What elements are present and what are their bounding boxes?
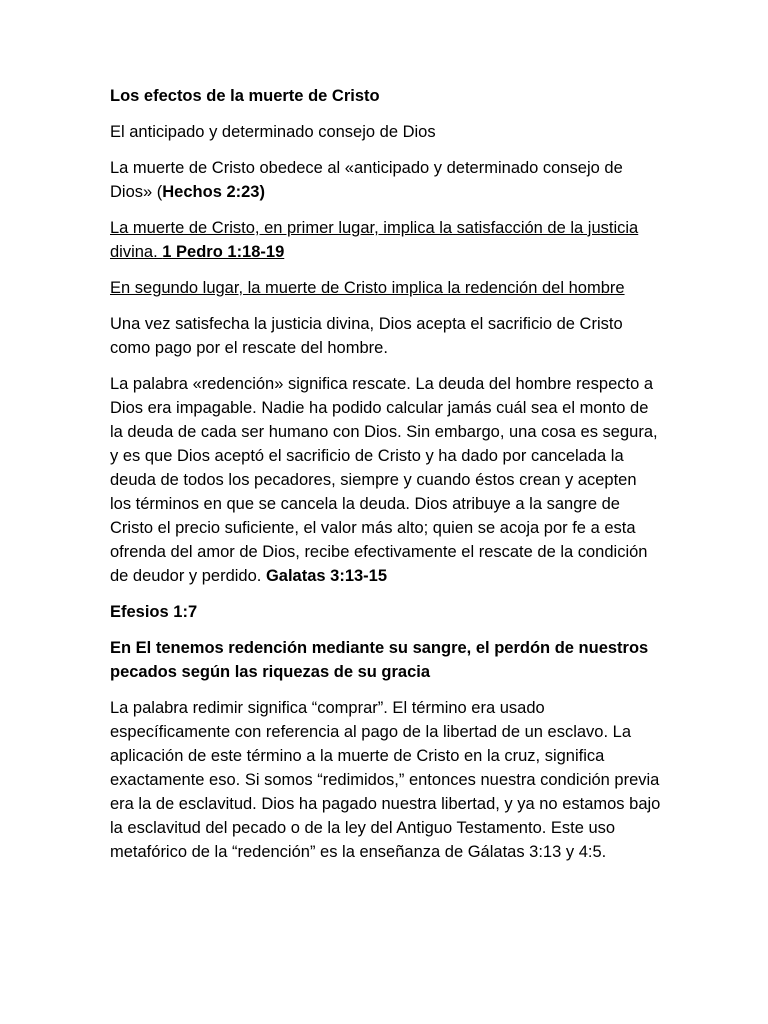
paragraph-satisfaccion (110, 216, 662, 264)
reference-galatas: Galatas 3:13-15 (265, 567, 388, 585)
document-title: Los efectos de la muerte de Cristo (110, 87, 380, 105)
document-page (110, 84, 662, 876)
reference-hechos: Hechos 2:23) (162, 183, 265, 201)
paragraph-rescate-text: La palabra «redención» significa rescate. La deuda del hombre respecto a Dios era impagable. Nadie ha podido calcular jamás cuál sea el monto de la deuda de cada ser humano con Dios. Sin embargo, una cosa es segura, y es que Dios aceptó el sacrificio de Cristo y ha dado por cancelada la deuda de todos los pecadores, siempre y cuando éstos crean y acepten los términos en que se cancela la deuda. Dios atribuye a la sangre de Cristo el precio suficiente, el valor más alto; quien se acoja por fe a esta ofrenda del amor de Dios, recibe efectivamente el rescate de la condición de deudor y perdido. (110, 375, 658, 585)
paragraph-satisfaccion-text: La muerte de Cristo, en primer lugar, implica la satisfacción de la justicia divina. (110, 219, 639, 261)
reference-pedro: 1 Pedro 1:18-19 (162, 243, 285, 261)
paragraph-hechos-text: La muerte de Cristo obedece al «anticipado y determinado consejo de Dios» ( (110, 159, 623, 201)
paragraph-satisfecha: Una vez satisfecha la justicia divina, Dios acepta el sacrificio de Cristo como pago por el rescate del hombre. (110, 315, 623, 357)
quote-efesios: En El tenemos redención mediante su sangre, el perdón de nuestros pecados según las riquezas de su gracia (110, 639, 649, 681)
paragraph-hechos (110, 156, 662, 204)
paragraph-redencion-heading: En segundo lugar, la muerte de Cristo implica la redención del hombre (110, 279, 625, 297)
paragraph-rescate (110, 372, 662, 588)
paragraph-consejo: El anticipado y determinado consejo de Dios (110, 123, 436, 141)
reference-efesios: Efesios 1:7 (110, 603, 198, 621)
paragraph-redimir: La palabra redimir significa “comprar”. El término era usado específicamente con referencia al pago de la libertad de un esclavo. La aplicación de este término a la muerte de Cristo en la cruz, significa exactamente eso. Si somos “redimidos,” entonces nuestra condición previa era la de esclavitud. Dios ha pagado nuestra libertad, y ya no estamos bajo la esclavitud del pecado o de la ley del Antiguo Testamento. Este uso metafórico de la “redención” es la enseñanza de Gálatas 3:13 y 4:5. (110, 699, 661, 861)
